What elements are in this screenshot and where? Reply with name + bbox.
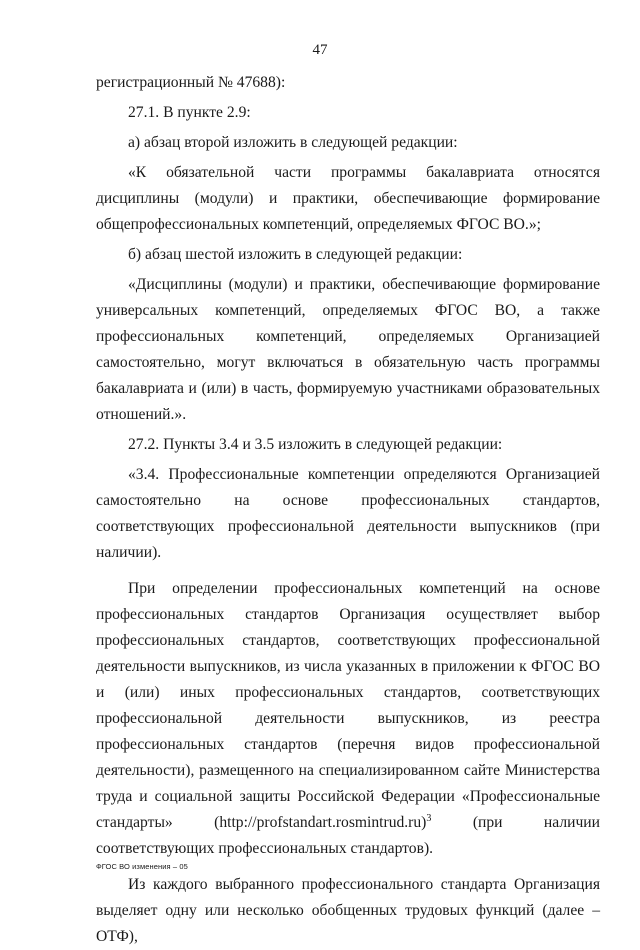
paragraph: «Дисциплины (модули) и практики, обеспечивающие формирование универсальных компетенций, определяемых ФГОС ВО, а также профессиональных компетенций, определяемых Организацией самостоятельно, могут включаться в обязательную часть программы бакалавриата и (или) в часть, формируемую участниками образовательных отношений.». bbox=[96, 276, 600, 423]
document-footer: ФГОС ВО изменения – 05 bbox=[96, 862, 188, 871]
paragraph: 27.2. Пункты 3.4 и 3.5 изложить в следующей редакции: bbox=[128, 436, 503, 453]
paragraph: 27.1. В пункте 2.9: bbox=[128, 104, 251, 121]
paragraph: б) абзац шестой изложить в следующей редакции: bbox=[128, 246, 463, 263]
page-number: 47 bbox=[312, 42, 328, 58]
footnote-reference: 3 bbox=[426, 812, 432, 824]
paragraph: Из каждого выбранного профессионального стандарта Организация выделяет одну или несколько обобщенных трудовых функций (далее – ОТФ), bbox=[96, 876, 600, 945]
paragraph: а) абзац второй изложить в следующей редакции: bbox=[128, 134, 458, 151]
paragraph-text-continued: (при наличии соответствующих профессиональных стандартов). bbox=[96, 814, 600, 857]
document-body bbox=[96, 70, 600, 950]
paragraph-with-footnote bbox=[96, 576, 600, 862]
paragraph: регистрационный № 47688): bbox=[96, 74, 286, 91]
paragraph-text: При определении профессиональных компетенций на основе профессиональных стандартов Организация осуществляет выбор профессиональных стандартов, соответствующих профессиональной деятельности выпускников, из числа указанных в приложении к ФГОС ВО и (или) иных профессиональных стандартов, соответствующих профессиональной деятельности выпускников, из реестра профессиональных стандартов (перечня видов профессиональной деятельности), размещенного на специализированном сайте Министерства труда и социальной защиты Российской Федерации «Профессиональные стандарты» (http://profstandart.rosmintrud.ru) bbox=[96, 580, 600, 831]
paragraph: «К обязательной части программы бакалавриата относятся дисциплины (модули) и практики, обеспечивающие формирование общепрофессиональных компетенций, определяемых ФГОС ВО.»; bbox=[96, 164, 600, 233]
paragraph: «3.4. Профессиональные компетенции определяются Организацией самостоятельно на основе профессиональных стандартов, соответствующих профессиональной деятельности выпускников (при наличии). bbox=[96, 466, 600, 561]
